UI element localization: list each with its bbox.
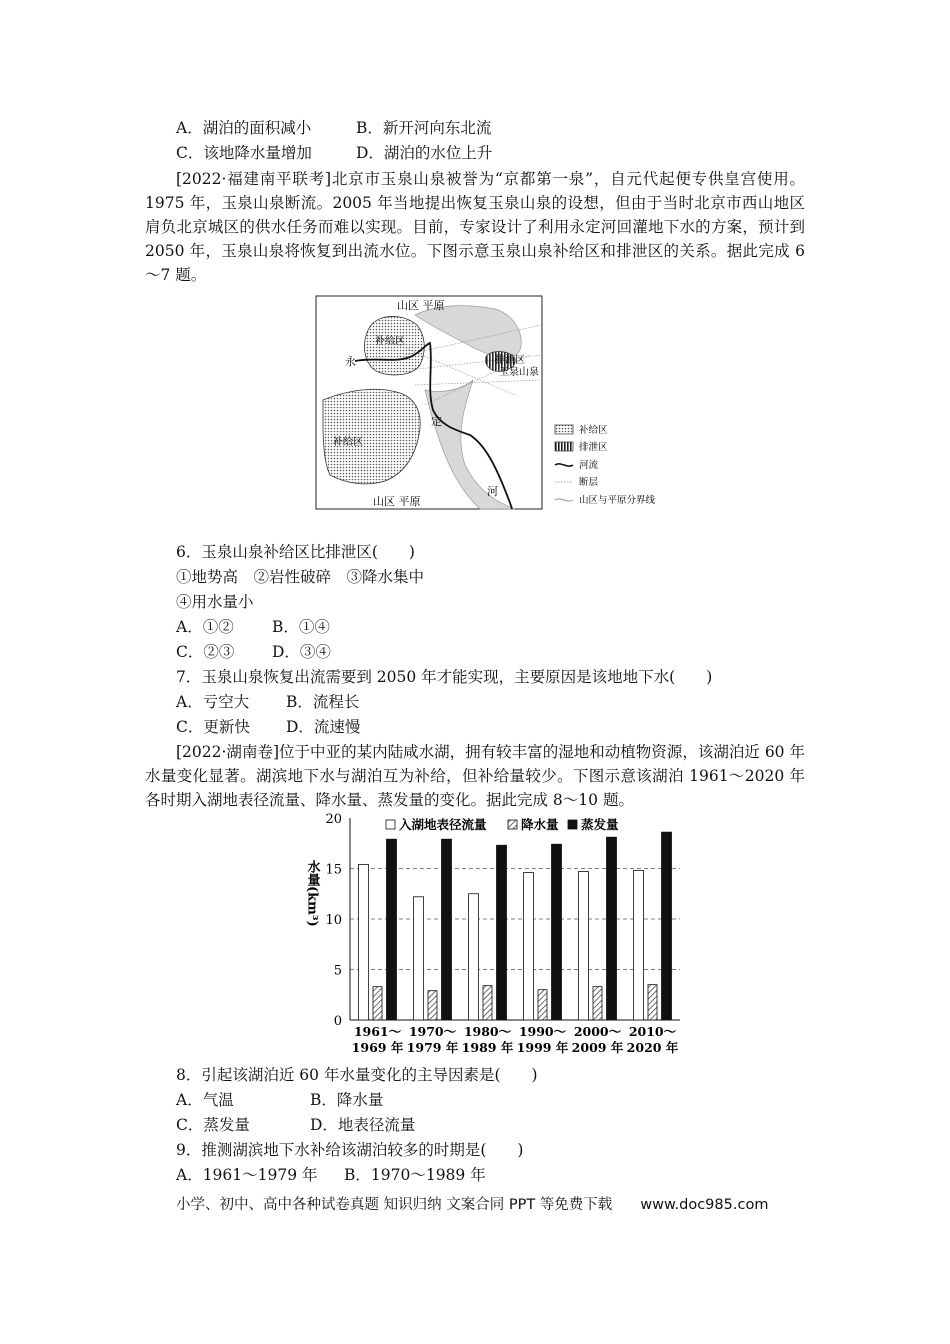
y-tick-5: 5: [333, 963, 342, 979]
map-top-label: 山区 平原: [397, 299, 445, 312]
x-tick-3-line1: 1990～: [518, 1024, 567, 1039]
bar-0-3: [524, 873, 534, 1020]
river-char-he: 河: [487, 485, 498, 498]
legend-label-river: 河流: [579, 460, 599, 471]
q7-stem: 7．玉泉山泉恢复出流需要到 2050 年才能实现，主要原因是该地地下水( ): [176, 668, 713, 686]
q6-option-d: D．③④: [272, 643, 331, 661]
q8-option-b: B．降水量: [310, 1091, 384, 1109]
q7-options-row-1: [176, 691, 359, 713]
q6-options-row-2: [176, 641, 331, 663]
bar-1-4: [593, 987, 602, 1020]
river-char-ding: 定: [431, 415, 442, 428]
bar-2-2: [497, 845, 507, 1020]
q7-option-d: D．流速慢: [286, 718, 361, 736]
map-legend: [555, 424, 656, 506]
q6-option-c: C．②③: [176, 643, 235, 661]
x-tick-1-line1: 1970～: [408, 1024, 457, 1039]
map-bottom-label: 山区 平原: [373, 495, 421, 508]
lake-water-balance-chart: [290, 808, 690, 1058]
legend-label-fault: 断层: [579, 477, 599, 488]
y-tick-15: 15: [325, 862, 342, 878]
x-tick-2-line2: 1989 年: [461, 1040, 514, 1055]
q6-items-line-1: ①地势高 ②岩性破碎 ③降水集中: [176, 568, 425, 586]
chart-y-ticks: [325, 812, 342, 1029]
yuquan-recharge-map: [315, 295, 675, 513]
q6-option-b: B．①④: [272, 618, 330, 636]
legend-swatch-discharge: [555, 442, 573, 451]
passage-yuquan-spring: [2022·福建南平联考]北京市玉泉山泉被誉为“京都第一泉”，自元代起便专供皇宫使用。1975 年，玉泉山泉断流。2005 年当地提出恢复玉泉山泉的设想，但由于当时北京市西山地区肩负北京城区的供水任务而难以实现。目前，专家设计了利用永定河回灌地下水的方案，预计到 2050 年，玉泉山泉将恢复到出流水位。下图示意玉泉山泉补给区和排泄区的关系。据此完成 6～7 题。: [145, 170, 805, 284]
x-tick-3-line2: 1999 年: [516, 1040, 569, 1055]
x-tick-0-line1: 1961～: [353, 1024, 402, 1039]
q5-options-row-1: [176, 117, 491, 139]
legend-swatch-river: [555, 464, 573, 466]
x-tick-5-line1: 2010～: [628, 1024, 677, 1039]
legend-swatch-0: [386, 820, 395, 829]
q5-option-a: A．湖泊的面积减小: [176, 119, 312, 137]
legend-label-0: 入湖地表径流量: [399, 817, 487, 832]
x-tick-2-line1: 1980～: [463, 1024, 512, 1039]
q7-option-b: B．流程长: [286, 693, 360, 711]
q6-options-row-1: [176, 616, 330, 638]
x-tick-5-line2: 2020 年: [626, 1040, 679, 1055]
q9-options-row-1: [176, 1164, 486, 1186]
q5-option-d: D．湖泊的水位上升: [356, 144, 493, 162]
q9-stem: 9．推测湖滨地下水补给该湖泊较多的时期是( ): [176, 1141, 524, 1159]
x-tick-1-line2: 1979 年: [406, 1040, 459, 1055]
river-char-yong: 永: [345, 355, 356, 368]
q5-option-b: B．新开河向东北流: [356, 119, 492, 137]
bar-1-5: [648, 985, 657, 1020]
legend-label-recharge: 补给区: [579, 425, 608, 436]
legend-label-2: 蒸发量: [581, 817, 619, 832]
bar-1-1: [428, 991, 437, 1020]
y-tick-0: 0: [333, 1014, 342, 1029]
passage-central-asia-lake: [2022·湖南卷]位于中亚的某内陆咸水湖，拥有较丰富的湿地和动植物资源，该湖泊近 60 年水量变化显著。湖滨地下水与湖泊互为补给，但补给量较少。下图示意该湖泊 1961～2020 年各时期入湖地表径流量、降水量、蒸发量的变化。据此完成 8～10 题。: [145, 743, 805, 809]
chart-gridlines: [350, 818, 680, 1020]
chart-legend: [386, 817, 619, 832]
chart-y-axis-label: 水量(km³): [304, 860, 320, 927]
footer-url[interactable]: www.doc985.com: [640, 1197, 769, 1213]
discharge-label: 排泄区: [495, 355, 525, 366]
q6-items-line-2: ④用水量小: [176, 593, 254, 611]
q8-options-row-2: [176, 1114, 415, 1136]
chart-x-ticks: [352, 1024, 679, 1055]
q8-option-c: C．蒸发量: [176, 1116, 250, 1134]
bar-0-0: [359, 864, 369, 1020]
q8-option-a: A．气温: [176, 1091, 234, 1109]
bar-0-2: [469, 894, 479, 1020]
bar-2-0: [387, 839, 397, 1020]
q5-options-row-2: [176, 142, 492, 164]
bar-0-1: [414, 897, 424, 1020]
q8-options-row-1: [176, 1089, 383, 1111]
page-footer: [176, 1193, 768, 1214]
bar-1-0: [373, 987, 382, 1020]
legend-swatch-recharge: [555, 425, 573, 434]
bar-2-3: [552, 844, 562, 1020]
bar-0-5: [634, 871, 644, 1020]
x-tick-4-line1: 2000～: [573, 1024, 622, 1039]
q8-option-d: D．地表径流量: [310, 1116, 416, 1134]
legend-swatch-boundary: [555, 499, 573, 501]
q9-option-a: A．1961～1979 年: [176, 1166, 318, 1184]
x-tick-4-line2: 2009 年: [571, 1040, 624, 1055]
q7-options-row-2: [176, 716, 360, 738]
y-tick-10: 10: [325, 913, 342, 928]
q6-stem: 6．玉泉山泉补给区比排泄区( ): [176, 543, 415, 561]
q6-option-a: A．①②: [176, 618, 234, 636]
recharge-label-southwest: 补给区: [333, 437, 363, 448]
q8-stem: 8．引起该湖泊近 60 年水量变化的主导因素是( ): [176, 1066, 538, 1084]
footer-text: 小学、初中、高中各种试卷真题 知识归纳 文案合同 PPT 等免费下载: [176, 1197, 613, 1213]
chart-bars: [359, 832, 672, 1020]
legend-label-boundary: 山区与平原分界线: [579, 495, 656, 506]
legend-label-1: 降水量: [521, 817, 559, 832]
legend-swatch-2: [568, 820, 577, 829]
bar-2-1: [442, 839, 452, 1020]
q9-option-b: B．1970～1989 年: [344, 1166, 486, 1184]
bar-2-5: [662, 832, 672, 1020]
x-tick-0-line2: 1969 年: [351, 1040, 404, 1055]
q7-option-a: A．亏空大: [176, 693, 250, 711]
y-tick-20: 20: [325, 812, 342, 827]
legend-swatch-1: [508, 820, 517, 829]
bar-1-2: [483, 986, 492, 1020]
legend-label-discharge: 排泄区: [579, 442, 608, 453]
q7-option-c: C．更新快: [176, 718, 250, 736]
bar-0-4: [579, 872, 589, 1020]
q5-option-c: C．该地降水量增加: [176, 144, 312, 162]
recharge-label-north: 补给区: [375, 336, 405, 347]
bar-1-3: [538, 990, 547, 1020]
spring-label: 玉泉山泉: [499, 367, 539, 378]
bar-2-4: [607, 837, 617, 1020]
